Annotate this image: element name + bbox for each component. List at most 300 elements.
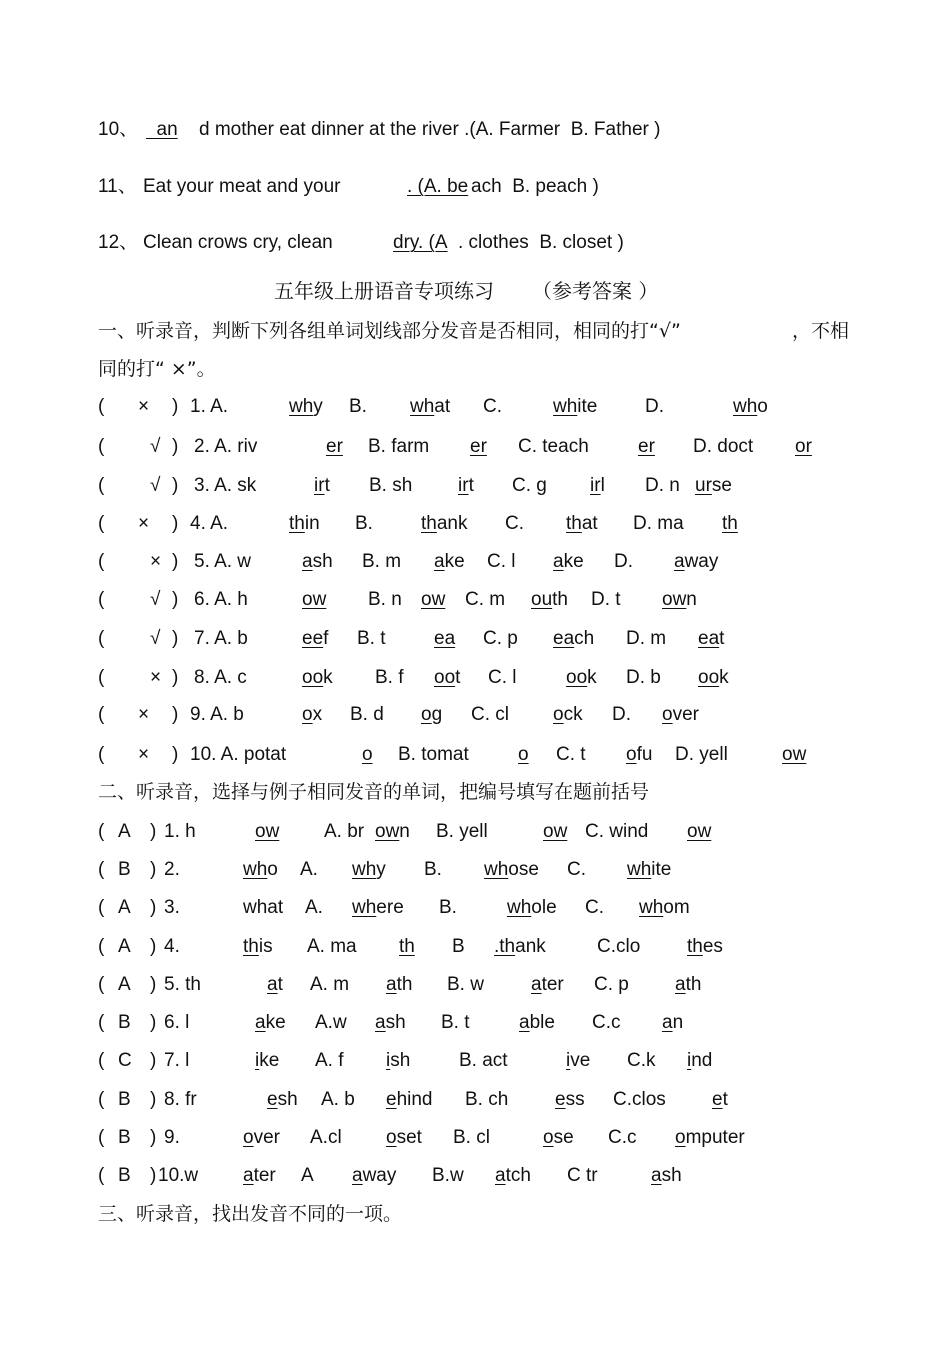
option-label: C tr xyxy=(567,1165,598,1186)
option-label: C. m xyxy=(465,589,506,610)
option-text: . clothes B. closet ) xyxy=(458,232,624,253)
paren-close: ) xyxy=(172,551,179,572)
answer-row xyxy=(0,624,950,654)
underlined-letters: o xyxy=(553,704,564,725)
word-rest: mputer xyxy=(685,1127,745,1148)
answer-letter: B xyxy=(118,1165,131,1186)
underlined-letters: ow xyxy=(421,589,446,610)
underlined-letters: ow xyxy=(687,821,712,842)
answer-row xyxy=(0,1008,950,1038)
paren-open: ( xyxy=(98,396,105,417)
item-number: 1. A. xyxy=(190,396,229,417)
word-rest: ter xyxy=(541,974,564,995)
paren-close: ) xyxy=(172,513,179,534)
word-rest: tch xyxy=(505,1165,531,1186)
word-rest: at xyxy=(581,513,598,534)
option-label: B. xyxy=(349,396,367,417)
instruction-text: 同的打“ ×”。 xyxy=(98,358,216,380)
underlined-letters: i xyxy=(566,1050,571,1071)
underlined-letters: ir xyxy=(590,475,601,496)
word-rest: x xyxy=(312,704,323,725)
underlined-letters: o xyxy=(543,1127,554,1148)
option-label: C.c xyxy=(608,1127,637,1148)
underlined-letters: a xyxy=(662,1012,673,1033)
question-12 xyxy=(0,228,950,258)
option-label: C. l xyxy=(488,667,517,688)
section1-instruction-2 xyxy=(0,354,950,384)
option-label: A. ma xyxy=(307,936,357,957)
paren-close: ) xyxy=(172,704,179,725)
option-label: D. ma xyxy=(633,513,684,534)
option-label: B. w xyxy=(447,974,484,995)
underlined-letters: o xyxy=(675,1127,686,1148)
underlined-letters: oo xyxy=(566,667,588,688)
paren-open: ( xyxy=(98,704,105,725)
word-rest: ck xyxy=(563,704,583,725)
underlined-letters: a xyxy=(352,1165,363,1186)
option-label: A. xyxy=(300,859,318,880)
paren-open: ( xyxy=(98,859,105,880)
underlined-letters: or xyxy=(795,436,812,457)
answer-letter: A xyxy=(118,897,131,918)
option-label: A xyxy=(301,1165,314,1186)
item-number: 10.w xyxy=(158,1165,199,1186)
underlined-letters: th xyxy=(722,513,738,534)
paren-close: ) xyxy=(172,436,179,457)
word-rest: t xyxy=(455,667,461,688)
option-label: B. ch xyxy=(465,1089,509,1110)
word-rest: ver xyxy=(672,704,699,725)
answer-mark: √ xyxy=(150,628,161,649)
underlined-letters: o xyxy=(386,1127,397,1148)
option-label: C. xyxy=(483,396,502,417)
word-rest: th xyxy=(396,974,413,995)
section3-instruction xyxy=(0,1199,950,1229)
word-rest: f xyxy=(323,628,329,649)
word-rest: y xyxy=(313,396,323,417)
paren-open: ( xyxy=(98,589,105,610)
underlined-letters: a xyxy=(267,974,278,995)
answer-letter: A xyxy=(118,974,131,995)
word-rest: n xyxy=(686,589,697,610)
answer-row xyxy=(0,1085,950,1115)
answer-row xyxy=(0,663,950,693)
underlined-letters: wh xyxy=(243,859,268,880)
item-number: 6. A. h xyxy=(194,589,248,610)
item-number: 3. A. sk xyxy=(194,475,257,496)
underlined-letters: a xyxy=(375,1012,386,1033)
answer-row xyxy=(0,432,950,462)
paren-open: ( xyxy=(98,1050,105,1071)
item-number: 5. th xyxy=(164,974,201,995)
option-label: B. farm xyxy=(368,436,430,457)
word-rest: ke xyxy=(444,551,465,572)
paren-close: ) xyxy=(150,1050,157,1071)
underlined-letters: ow xyxy=(782,744,807,765)
underlined-letters: th xyxy=(243,936,259,957)
option-label: D. xyxy=(612,704,631,725)
answer-row xyxy=(0,585,950,615)
answer-letter: C xyxy=(118,1050,132,1071)
word-rest: ite xyxy=(651,859,672,880)
underlined-letters: ee xyxy=(302,628,324,649)
word-rest: ite xyxy=(577,396,598,417)
underlined-letters: a xyxy=(243,1165,254,1186)
option-label: C. xyxy=(585,897,604,918)
paren-open: ( xyxy=(98,551,105,572)
word-rest: ere xyxy=(376,897,404,918)
underlined-letters: a xyxy=(675,974,686,995)
answer-row xyxy=(0,700,950,730)
word-rest: ke xyxy=(563,551,584,572)
underlined-letters: oo xyxy=(434,667,456,688)
underlined-letters: th xyxy=(289,513,305,534)
paren-close: ) xyxy=(150,1089,157,1110)
underlined-letters: ea xyxy=(698,628,720,649)
question-number: 11、 xyxy=(98,176,137,197)
word-rest: ver xyxy=(253,1127,280,1148)
word-rest: ve xyxy=(570,1050,591,1071)
answer-row xyxy=(0,1161,950,1191)
underlined-letters: i xyxy=(687,1050,692,1071)
option-label: B. sh xyxy=(369,475,413,496)
option-label: C. g xyxy=(512,475,547,496)
paren-open: ( xyxy=(98,513,105,534)
underlined-letters: a xyxy=(651,1165,662,1186)
option-label: A.cl xyxy=(310,1127,342,1148)
option-label: B. act xyxy=(459,1050,508,1071)
option-label: D. t xyxy=(591,589,621,610)
underlined-letters: i xyxy=(386,1050,391,1071)
option-label: C. xyxy=(567,859,586,880)
word-rest: t xyxy=(722,1089,728,1110)
underlined-letters: a xyxy=(519,1012,530,1033)
underlined-letters: a xyxy=(531,974,542,995)
underlined-letters: wh xyxy=(289,396,314,417)
word-rest: k xyxy=(587,667,597,688)
option-label: B. n xyxy=(368,589,402,610)
option-label: B. yell xyxy=(436,821,488,842)
word-rest: ole xyxy=(531,897,557,918)
option-label: C.clos xyxy=(613,1089,666,1110)
underlined-letters: ur xyxy=(695,475,712,496)
option-label: B. cl xyxy=(453,1127,490,1148)
option-underlined: . (A. be xyxy=(407,176,469,197)
underlined-letters: th xyxy=(687,936,703,957)
paren-open: ( xyxy=(98,1012,105,1033)
option-label: C. l xyxy=(487,551,516,572)
word-rest: se xyxy=(553,1127,574,1148)
paren-open: ( xyxy=(98,1127,105,1148)
option-label: C. wind xyxy=(585,821,649,842)
underlined-letters: wh xyxy=(484,859,509,880)
underlined-letters: a xyxy=(434,551,445,572)
answer-letter: B xyxy=(118,1012,131,1033)
option-label: C. teach xyxy=(518,436,589,457)
item-number: 5. A. w xyxy=(194,551,252,572)
question-text: Clean crows cry, clean xyxy=(143,232,333,253)
underlined-letters: er xyxy=(470,436,487,457)
answer-row xyxy=(0,893,950,923)
underlined-letters: ow xyxy=(543,821,568,842)
paren-close: ) xyxy=(150,1165,157,1186)
underlined-letters: ir xyxy=(314,475,325,496)
answer-row xyxy=(0,547,950,577)
underlined-letters: o xyxy=(362,744,373,765)
word-rest: es xyxy=(702,936,723,957)
underlined-letters: ea xyxy=(553,628,575,649)
underlined-letters: oo xyxy=(302,667,324,688)
word-rest: n xyxy=(399,821,410,842)
paren-close: ) xyxy=(172,475,179,496)
underlined-letters: o xyxy=(626,744,637,765)
word-rest: nd xyxy=(691,1050,713,1071)
paren-close: ) xyxy=(150,936,157,957)
underlined-letters: what xyxy=(243,897,284,918)
answer-row xyxy=(0,471,950,501)
answer-letter: A xyxy=(118,821,131,842)
underlined-letters: a xyxy=(302,551,313,572)
paren-close: ) xyxy=(172,396,179,417)
option-label: D. m xyxy=(626,628,667,649)
underlined-letters: ow xyxy=(662,589,687,610)
underlined-letters: ow xyxy=(302,589,327,610)
option-label: B. d xyxy=(350,704,384,725)
item-number: 9. A. b xyxy=(190,704,244,725)
underlined-letters: a xyxy=(386,974,397,995)
word-rest: ank xyxy=(436,513,468,534)
answer-row xyxy=(0,855,950,885)
item-number: 3. xyxy=(164,897,180,918)
option-label: D. n xyxy=(645,475,680,496)
underlined-letters: e xyxy=(712,1089,723,1110)
underlined-letters: wh xyxy=(352,897,377,918)
underlined-letters: ow xyxy=(375,821,400,842)
word-rest: o xyxy=(267,859,278,880)
answer-row xyxy=(0,1123,950,1153)
underlined-letters: wh xyxy=(553,396,578,417)
paren-open: ( xyxy=(98,897,105,918)
item-number: 4. xyxy=(164,936,180,957)
option-label: A. br xyxy=(324,821,365,842)
answer-letter: B xyxy=(118,1127,131,1148)
underlined-letters: o xyxy=(421,704,432,725)
question-11 xyxy=(0,172,950,202)
underlined-letters: wh xyxy=(507,897,532,918)
word-rest: k xyxy=(323,667,333,688)
question-text: Eat your meat and your xyxy=(143,176,341,197)
item-number: 7. A. b xyxy=(194,628,248,649)
word-rest: g xyxy=(431,704,443,725)
option-label: B.w xyxy=(432,1165,464,1186)
paren-open: ( xyxy=(98,936,105,957)
question-10 xyxy=(0,115,950,145)
word-rest: t xyxy=(719,628,725,649)
answer-mark: √ xyxy=(150,475,161,496)
paren-close: ) xyxy=(150,821,157,842)
item-number: 4. A. xyxy=(190,513,229,534)
paren-close: ) xyxy=(150,897,157,918)
paren-open: ( xyxy=(98,974,105,995)
option-text: ach B. peach ) xyxy=(471,176,599,197)
answer-letter: B xyxy=(118,1089,131,1110)
question-number: 12、 xyxy=(98,232,139,253)
option-label: B. xyxy=(439,897,457,918)
question-number: 10、 xyxy=(98,119,139,140)
word-rest: is xyxy=(258,936,273,957)
option-label: C.k xyxy=(627,1050,656,1071)
word-rest: sh xyxy=(385,1012,406,1033)
option-label: B. xyxy=(355,513,373,534)
underlined-letters: ow xyxy=(255,821,280,842)
paren-open: ( xyxy=(98,744,105,765)
answer-mark: × xyxy=(150,551,162,572)
item-number: 10. A. potat xyxy=(190,744,287,765)
paren-open: ( xyxy=(98,628,105,649)
underlined-letters: wh xyxy=(410,396,435,417)
paren-open: ( xyxy=(98,1165,105,1186)
paren-close: ) xyxy=(172,628,179,649)
answer-mark: × xyxy=(150,667,162,688)
option-label: B. t xyxy=(441,1012,470,1033)
word-rest: ose xyxy=(508,859,539,880)
option-label: C. p xyxy=(483,628,518,649)
word-rest: ch xyxy=(574,628,595,649)
paren-open: ( xyxy=(98,475,105,496)
option-label: A. xyxy=(305,897,323,918)
word-rest: k xyxy=(719,667,729,688)
underlined-letters: th xyxy=(399,936,415,957)
underlined-letters: o xyxy=(518,744,529,765)
item-number: 1. h xyxy=(164,821,196,842)
underlined-letters: e xyxy=(555,1089,566,1110)
option-label: B. xyxy=(424,859,442,880)
paren-close: ) xyxy=(150,974,157,995)
question-text: d mother eat dinner at the river .(A. Farmer B. Father ) xyxy=(199,119,661,140)
word-rest: ank xyxy=(515,936,546,957)
word-rest: th xyxy=(685,974,702,995)
word-rest: t xyxy=(277,974,283,995)
word-rest: th xyxy=(552,589,568,610)
option-label: C. p xyxy=(594,974,629,995)
word-rest: y xyxy=(376,859,386,880)
underlined-letters: wh xyxy=(733,396,758,417)
underlined-letters: th xyxy=(566,513,582,534)
item-number: 9. xyxy=(164,1127,180,1148)
word-rest: o xyxy=(757,396,768,417)
word-rest: t xyxy=(468,475,474,496)
word-rest: t xyxy=(324,475,330,496)
underlined-letters: wh xyxy=(639,897,664,918)
section2-instruction xyxy=(0,777,950,807)
paren-close: ) xyxy=(172,667,179,688)
underlined-letters: ea xyxy=(434,628,456,649)
answer-row xyxy=(0,392,950,422)
word-rest: way xyxy=(362,1165,397,1186)
word-rest: sh xyxy=(661,1165,682,1186)
word-rest: ke xyxy=(265,1012,286,1033)
underlined-letters: er xyxy=(326,436,343,457)
word-rest: om xyxy=(663,897,690,918)
underlined-letters: a xyxy=(674,551,685,572)
underlined-letters: e xyxy=(267,1089,278,1110)
underlined-letters: wh xyxy=(627,859,652,880)
underlined-letters: ou xyxy=(531,589,553,610)
option-label: A. m xyxy=(310,974,350,995)
option-label: A. b xyxy=(321,1089,355,1110)
word-rest: sh xyxy=(312,551,333,572)
item-number: 2. xyxy=(164,859,180,880)
word-rest: sh xyxy=(277,1089,298,1110)
answer-mark: × xyxy=(138,704,150,725)
underlined-letters: e xyxy=(386,1089,397,1110)
answer-row xyxy=(0,1046,950,1076)
word-rest: ble xyxy=(529,1012,555,1033)
underlined-letters: a xyxy=(495,1165,506,1186)
option-label: D. doct xyxy=(693,436,754,457)
option-label: B. f xyxy=(375,667,404,688)
instruction-text-end: ，不相 xyxy=(792,320,850,342)
item-number: 2. A. riv xyxy=(194,436,258,457)
option-label: B. tomat xyxy=(398,744,469,765)
word-rest: n xyxy=(672,1012,684,1033)
underlined-letters: o xyxy=(662,704,673,725)
paren-open: ( xyxy=(98,436,105,457)
underlined-letters: .th xyxy=(494,936,516,957)
paren-close: ) xyxy=(150,1012,157,1033)
answer-row xyxy=(0,932,950,962)
option-label: C.clo xyxy=(597,936,641,957)
word-rest: fu xyxy=(636,744,653,765)
item-number: 8. fr xyxy=(164,1089,197,1110)
underlined-letters: wh xyxy=(352,859,377,880)
page-title xyxy=(0,276,950,306)
answer-mark: × xyxy=(138,513,150,534)
answer-row xyxy=(0,740,950,770)
title-paren: （参考答案 ） xyxy=(532,279,659,303)
paren-open: ( xyxy=(98,821,105,842)
answer-mark: × xyxy=(138,744,150,765)
word-rest: sh xyxy=(390,1050,411,1071)
underlined-letters: o xyxy=(243,1127,254,1148)
option-label: D. b xyxy=(626,667,661,688)
answer-row xyxy=(0,509,950,539)
word-rest: l xyxy=(600,475,605,496)
underlined-letters: er xyxy=(638,436,655,457)
item-number: 6. l xyxy=(164,1012,190,1033)
blank-underline: an xyxy=(146,119,178,140)
option-label: D. xyxy=(645,396,664,417)
section1-instruction xyxy=(0,316,950,346)
answer-row xyxy=(0,970,950,1000)
word-rest: hind xyxy=(396,1089,433,1110)
answer-mark: × xyxy=(138,396,150,417)
underlined-letters: a xyxy=(255,1012,266,1033)
word-rest: at xyxy=(434,396,451,417)
instruction-text: 二、听录音，选择与例子相同发音的单词，把编号填写在题前括号 xyxy=(98,781,650,803)
underlined-letters: a xyxy=(553,551,564,572)
answer-letter: A xyxy=(118,936,131,957)
option-label: C.c xyxy=(592,1012,621,1033)
underlined-letters: ir xyxy=(458,475,469,496)
option-label: C. cl xyxy=(471,704,509,725)
word-rest: ke xyxy=(259,1050,280,1071)
underlined-letters: o xyxy=(302,704,313,725)
paren-close: ) xyxy=(172,589,179,610)
answer-row xyxy=(0,817,950,847)
underlined-letters: th xyxy=(421,513,437,534)
item-number: 7. l xyxy=(164,1050,190,1071)
